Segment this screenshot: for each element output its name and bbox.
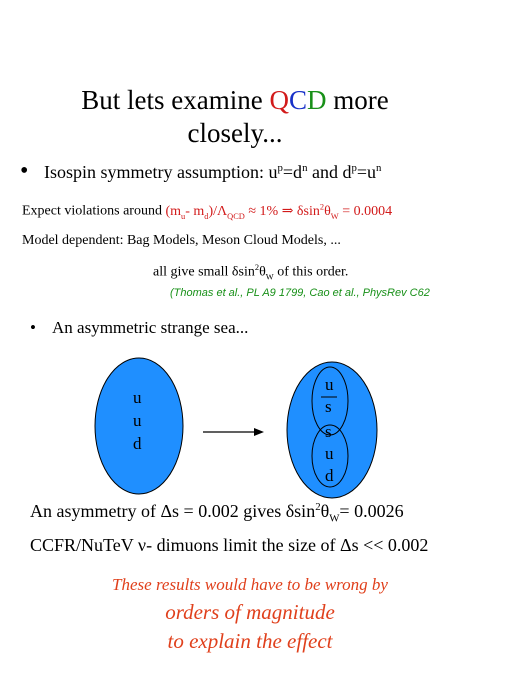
quark-u1: u xyxy=(133,388,142,407)
model-line: Model dependent: Bag Models, Meson Cloud Models, ... xyxy=(22,233,341,248)
isospin-line: Isospin symmetry assumption: $u^p=d^n$ and $d^p=u^n$ xyxy=(44,162,382,182)
conclusion-line2: orders of magnitude xyxy=(165,600,335,624)
ccfr-line: CCFR/NuTeV ν- dimuons limit the size of Δs << 0.002 xyxy=(30,535,429,555)
quark-d-bottom: d xyxy=(325,466,334,485)
quark-s: s xyxy=(325,422,332,441)
quark-d: d xyxy=(133,434,142,453)
title-d: D xyxy=(307,85,327,115)
quark-sbar: s xyxy=(325,397,332,416)
bullet-dot: • xyxy=(20,158,29,184)
arrow-head-icon xyxy=(254,428,264,436)
title-c: C xyxy=(288,85,307,115)
quark-u-bottom: u xyxy=(325,444,334,463)
title-suffix: more xyxy=(326,85,389,115)
reference: (Thomas et al., PL A9 1799, Cao et al., PhysRev C62 xyxy=(170,287,430,299)
bullet2-dot: • xyxy=(30,318,36,337)
violations-line: Expect violations around ($m_u-$ $m_d)/\Lambda_{QCD} \approx 1\%$ ⇒ $\delta\sin^2\theta_W = 0.0004$ xyxy=(22,202,393,221)
title-q: Q xyxy=(269,85,289,115)
conclusion-line1: These results would have to be wrong by xyxy=(112,575,388,594)
quark-u2: u xyxy=(133,411,142,430)
slide-title-line2: closely... xyxy=(187,118,283,148)
asymmetry-line: An asymmetry of Δs = 0.002 gives $\delta\sin^2\theta_W= 0.0026$ xyxy=(30,501,404,525)
conclusion-line3: to explain the effect xyxy=(167,629,333,653)
allgive-line: all give small $\delta\sin^2\theta_W$ of this order. xyxy=(153,263,349,282)
strange-sea-line: An asymmetric strange sea... xyxy=(52,318,249,337)
title-prefix: But lets examine xyxy=(81,85,270,115)
quark-u-top: u xyxy=(325,375,334,394)
